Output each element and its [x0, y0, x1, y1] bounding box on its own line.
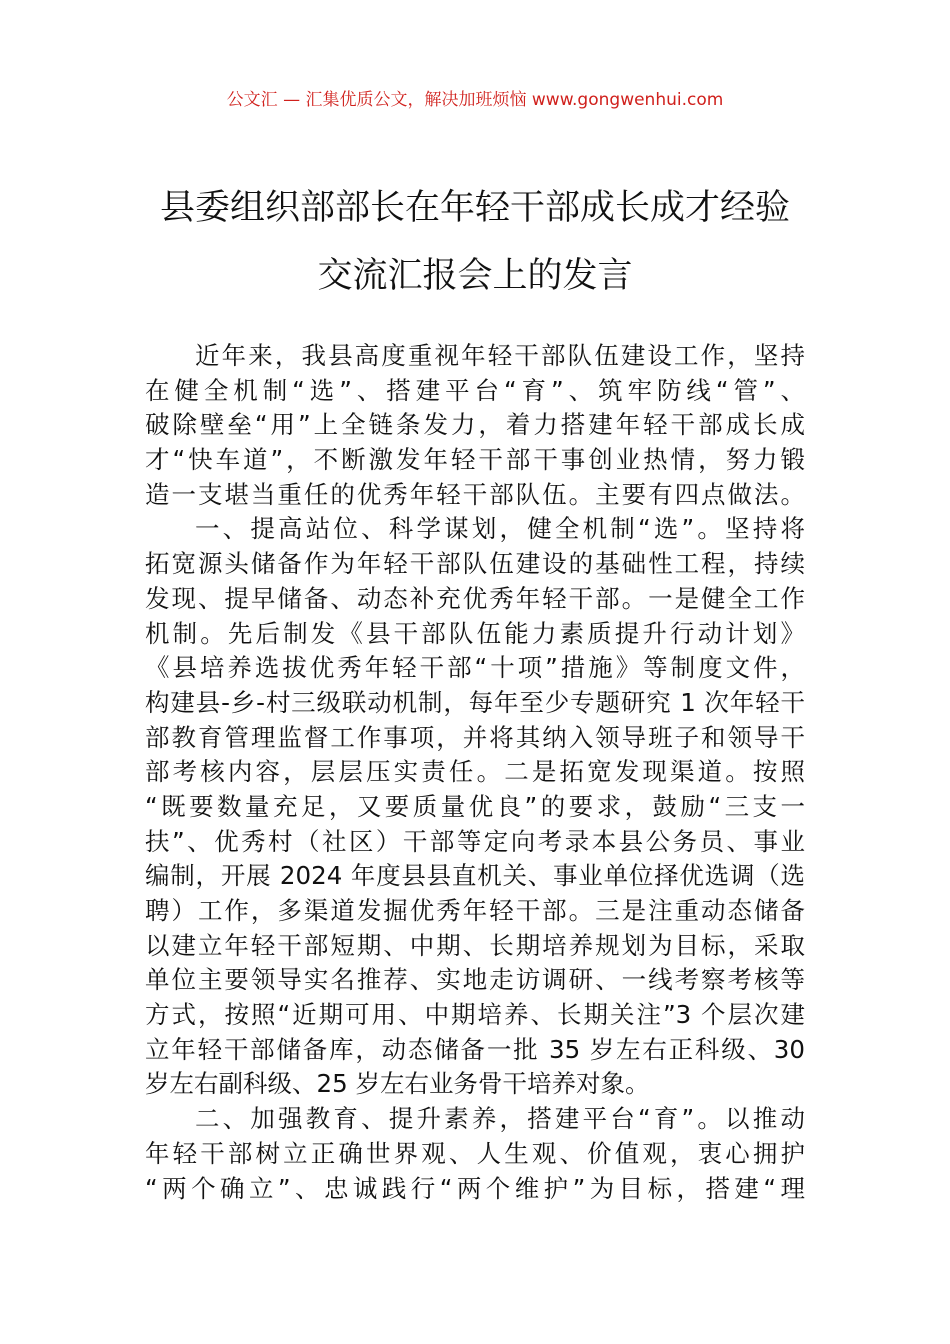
body-line: 以建立年轻干部短期、中期、长期培养规划为目标，采取 — [145, 930, 805, 960]
body-line: 近年来，我县高度重视年轻干部队伍建设工作，坚持 — [195, 341, 805, 370]
body-line: “两个确立”、忠诚践行“两个维护”为目标，搭建“理 — [145, 1173, 805, 1203]
body-line: 破除壁垒“用”上全链条发力，着力搭建年轻干部成长成 — [145, 410, 805, 440]
body-line: 岁左右副科级、25 岁左右业务骨干培养对象。 — [145, 1069, 650, 1099]
document-title-line-1: 县委组织部部长在年轻干部成长成才经验 — [159, 188, 790, 228]
body-line: 年轻干部树立正确世界观、人生观、价值观，衷心拥护 — [145, 1138, 805, 1168]
body-line: 在健全机制“选”、搭建平台“育”、筑牢防线“管”、 — [145, 375, 805, 405]
body-line: 聘）工作，多渠道发掘优秀年轻干部。三是注重动态储备 — [145, 896, 805, 925]
body-line: 单位主要领导实名推荐、实地走访调研、一线考察考核等 — [145, 965, 805, 995]
body-line: 立年轻干部储备库，动态储备一批 35 岁左右正科级、30 — [145, 1034, 805, 1064]
body-line: 《县培养选拔优秀年轻干部“十项”措施》等制度文件， — [145, 653, 805, 683]
body-line: 方式，按照“近期可用、中期培养、长期关注”3 个层次建 — [145, 1000, 805, 1030]
body-line: 拓宽源头储备作为年轻干部队伍建设的基础性工程，持续 — [145, 549, 805, 579]
body-line: 编制，开展 2024 年度县县直机关、事业单位择优选调（选 — [145, 861, 805, 891]
body-line: 发现、提早储备、动态补充优秀年轻干部。一是健全工作 — [145, 583, 805, 613]
body-line: 部考核内容，层层压实责任。二是拓宽发现渠道。按照 — [145, 757, 805, 787]
body-line: 部教育管理监督工作事项，并将其纳入领导班子和领导干 — [145, 722, 805, 752]
watermark-header: 公文汇 — 汇集优质公文，解决加班烦恼 www.gongwenhui.com — [226, 90, 724, 110]
body-line: “既要数量充足，又要质量优良”的要求，鼓励“三支一 — [145, 791, 805, 821]
body-line: 机制。先后制发《县干部队伍能力素质提升行动计划》 — [145, 618, 805, 648]
body-line: 构建县-乡-村三级联动机制，每年至少专题研究 1 次年轻干 — [145, 687, 805, 717]
body-line: 扶”、优秀村（社区）干部等定向考录本县公务员、事业 — [145, 826, 805, 856]
body-line: 二、加强教育、提升素养，搭建平台“育”。以推动 — [195, 1104, 805, 1134]
document-body — [145, 339, 805, 1206]
body-line: 才“快车道”，不断激发年轻干部干事创业热情，努力锻 — [145, 445, 805, 475]
body-line: 一、提高站位、科学谋划，健全机制“选”。坚持将 — [195, 514, 805, 544]
body-line: 造一支堪当重任的优秀年轻干部队伍。主要有四点做法。 — [145, 479, 805, 509]
document-title-line-2: 交流汇报会上的发言 — [317, 256, 633, 296]
